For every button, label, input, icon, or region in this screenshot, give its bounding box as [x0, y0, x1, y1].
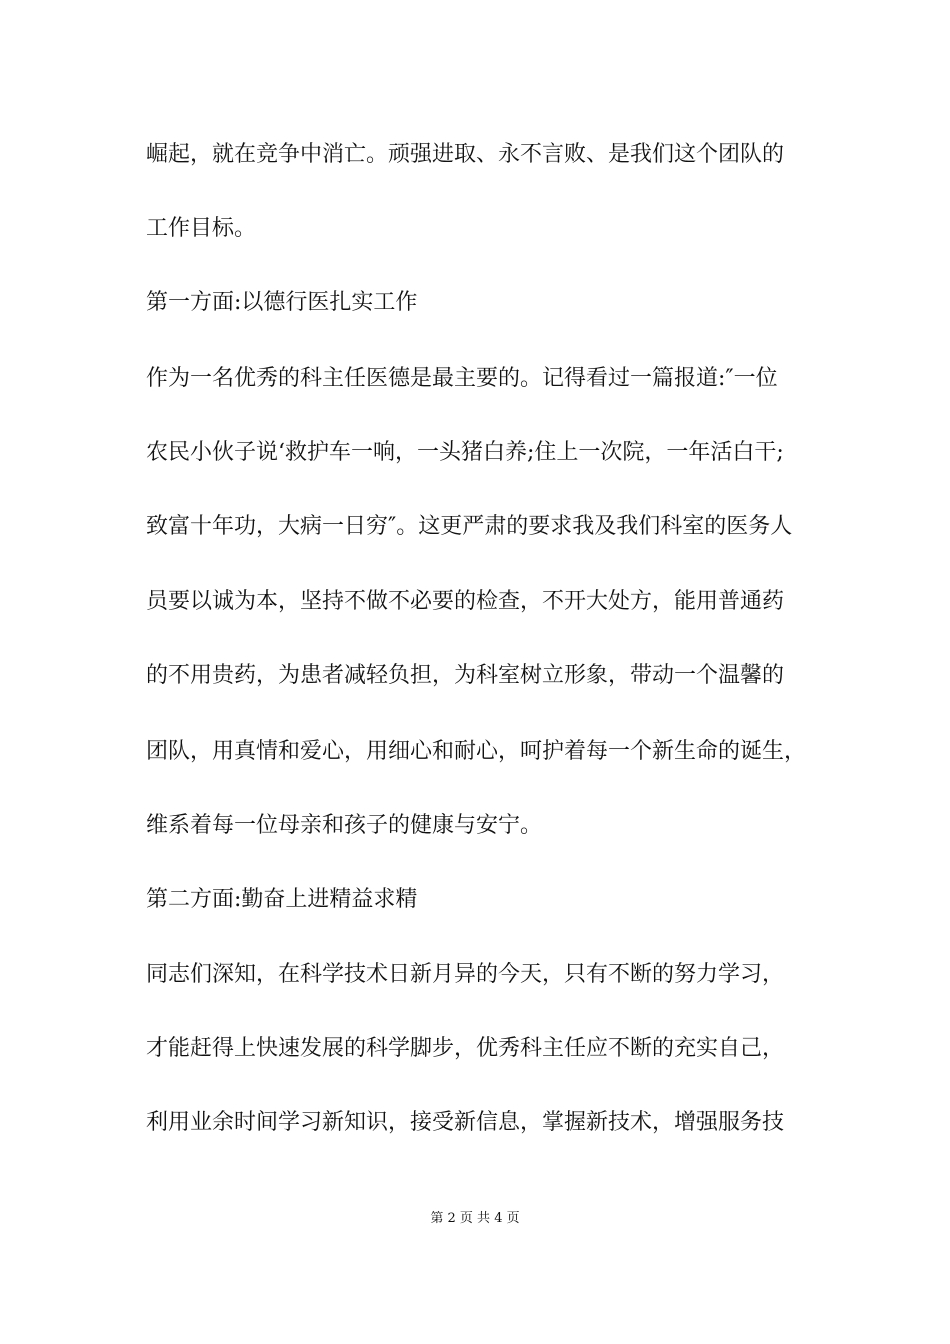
page-number-footer: 第 2 页 共 4 页 [430, 1211, 520, 1226]
section-heading-1: 第一方面:以德行医扎实工作 [146, 290, 418, 315]
body-line-5: 致富十年功，大病一日穷″。这更严肃的要求我及我们科室的医务人 [146, 514, 793, 539]
body-line-6: 员要以诚为本，坚持不做不必要的检查，不开大处方，能用普通药 [146, 589, 785, 614]
body-line-4: 农民小伙子说‘救护车一响，一头猪白养;住上一次院，一年活白干; [146, 440, 784, 465]
section-heading-2: 第二方面:勤奋上进精益求精 [146, 887, 418, 912]
body-line-1: 崛起，就在竞争中消亡。顽强进取、永不言败、是我们这个团队的 [146, 142, 785, 167]
body-line-10: 同志们深知，在科学技术日新月异的今天，只有不断的努力学习， [146, 962, 785, 987]
body-line-8: 团队，用真情和爱心，用细心和耐心，呵护着每一个新生命的诞生， [146, 739, 807, 764]
body-line-3: 作为一名优秀的科主任医德是最主要的。记得看过一篇报道:″一位 [146, 366, 778, 391]
body-line-11: 才能赶得上快速发展的科学脚步，优秀科主任应不断的充实自己， [146, 1036, 785, 1061]
body-line-9: 维系着每一位母亲和孩子的健康与安宁。 [146, 813, 543, 838]
body-line-2: 工作目标。 [146, 216, 257, 241]
body-line-7: 的不用贵药，为患者减轻负担，为科室树立形象，带动一个温馨的 [146, 663, 785, 688]
body-line-12: 利用业余时间学习新知识，接受新信息，掌握新技术，增强服务技 [146, 1110, 785, 1135]
